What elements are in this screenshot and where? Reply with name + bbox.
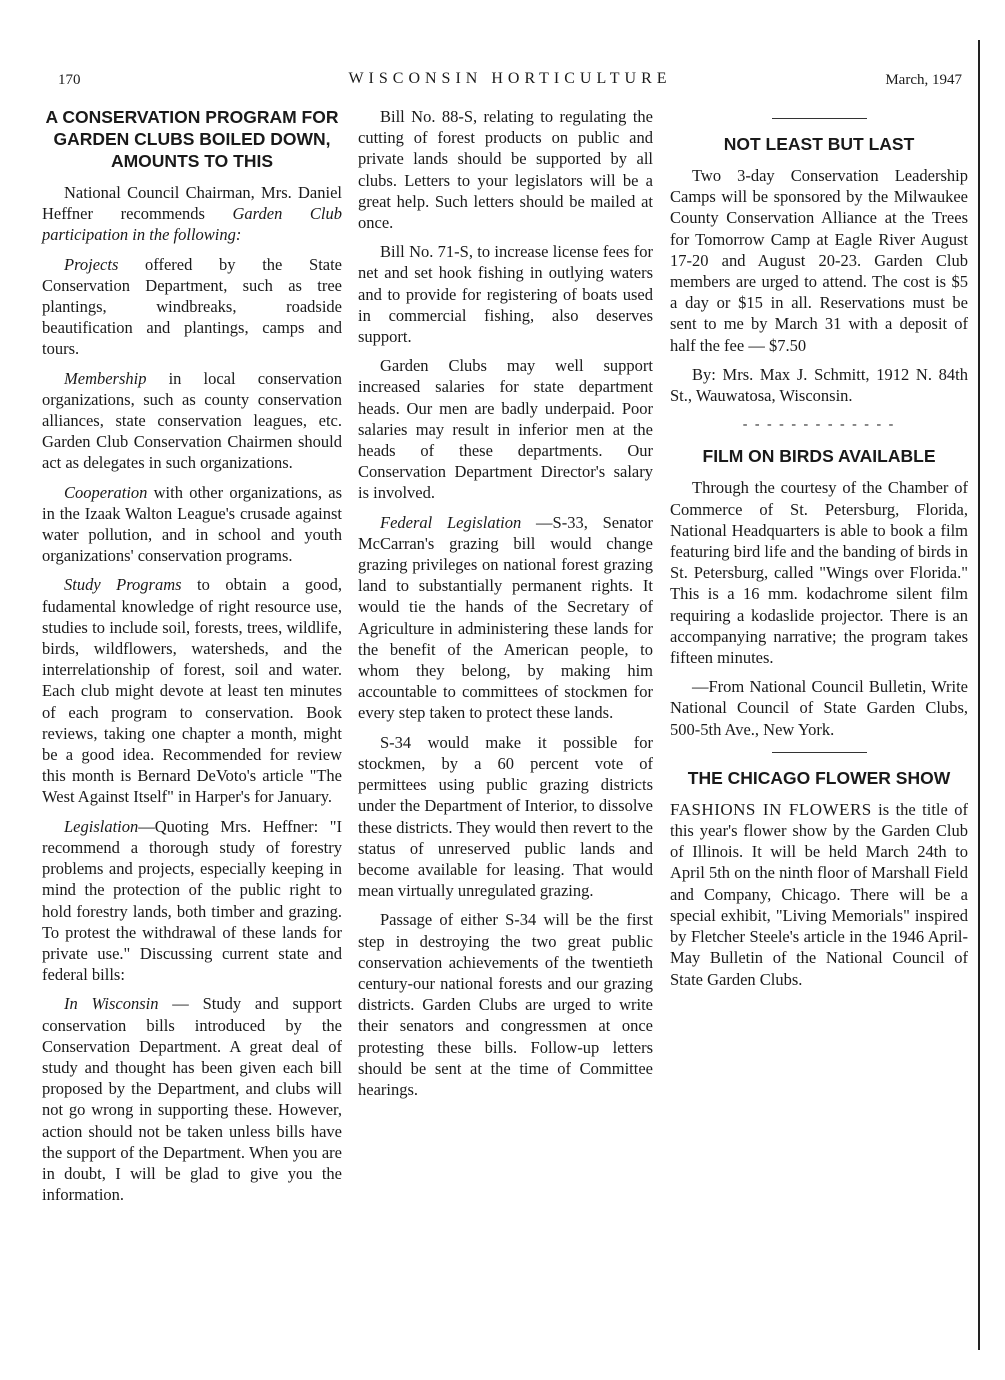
legislation-paragraph: Legislation—Quoting Mrs. Heffner: "I recommend a thorough study of forestry problems and projects, especially keeping in mind the protection of the public right to hold forestry lands, both timber and grazing. To protest the withdrawal of these lands for private use." Discussing current state and federal bills: (42, 816, 342, 985)
chicago-flower-show-headline: THE CHICAGO FLOWER SHOW (687, 767, 951, 788)
section-divider (772, 118, 867, 119)
page-number: 170 (58, 72, 81, 88)
column-3 (670, 106, 968, 998)
federal-legislation-paragraph: Federal Legislation —S-33, Senator McCarran's grazing bill would change grazing privileges on national forest grazing land to substantially permanent rights. It would tie the hands of the Secretary of Agriculture in administering these lands for the benefit of the American people, to whom they belong, by making him accountable to committees of stockmen for every step taken to protect these lands. (358, 512, 653, 723)
membership-paragraph: Membership in local conservation organizations, such as county conservation alliances, state conservation leagues, etc. Garden Club Conservation Chairmen should act as delegates in such organizations. (42, 368, 342, 473)
running-header (58, 70, 962, 96)
s34-paragraph: S-34 would make it possible for stockmen, by a 60 percent vote of permittees using public grazing districts under the Department of Interior, to dissolve these districts. They would then revert to the status of unreserved public lands and become available for leasing. That would mean virtually unregulated grazing. (358, 732, 653, 901)
bill-71s-paragraph: Bill No. 71-S, to increase license fees for net and set hook fishing in outlying waters and to provide for registering of boats used in commercial fishing, also deserves support. (358, 242, 653, 347)
byline: By: Mrs. Max J. Schmitt, 1912 N. 84th St., Wauwatosa, Wisconsin. (670, 364, 968, 406)
column-1 (42, 106, 342, 1213)
film-on-birds-headline: FILM ON BIRDS AVAILABLE (702, 446, 936, 467)
projects-paragraph: Projects offered by the State Conservation Department, such as tree plantings, windbreaks, roadside beautification and plantings, camps and tours. (42, 254, 343, 359)
column-2 (358, 106, 653, 1108)
dashed-separator: - - - - - - - - - - - - - (742, 417, 896, 433)
publication-title: WISCONSIN HORTICULTURE (348, 70, 672, 87)
passage-paragraph: Passage of either S-34 will be the first step in destroying the two great public conservation achievements of the twentieth century-our national forests and our grazing districts. Garden Clubs are urged to write their senators and congressmen at once protesting these bills. Follow-up letters should be sent at the time of Committee hearings. (358, 910, 653, 1099)
bill-88s-paragraph: Bill No. 88-S, relating to regulating the cutting of forest products on public and private lands should be supported by all clubs. Letters to your legislators will be a great help. Such letters should be mailed at once. (358, 107, 653, 233)
salaries-paragraph: Garden Clubs may well support increased salaries for state department heads. Our men are badly underpaid. Poor salaries may result in inferior men at the heads of these departments. Our Conservation Department Director's salary is involved. (358, 356, 653, 503)
flower-show-paragraph: FASHIONS IN FLOWERS is the title of this year's flower show by the Garden Club of Illinois. It will be held March 24th to April 5th on the ninth floor of Marshall Field and Company, Chicago. There will be a special exhibit, "Living Memorials" inspired by Fletcher Steele's article in the 1946 April-May Bulletin of the National Council of State Garden Clubs. (670, 799, 968, 989)
section-divider (772, 752, 867, 753)
wisconsin-paragraph: In Wisconsin — Study and support conservation bills introduced by the Conservation Department. A great deal of study and thought has been given each bill proposed by the Department, and clubs will not go wrong in supporting these. However, action should not be taken unless bills have the support of the Department. When you are in doubt, I will be glad to give you the information. (42, 994, 342, 1205)
study-programs-paragraph: Study Programs to obtain a good, fudamental knowledge of right resource use, studies to include soil, forests, trees, wildlife, birds, wildflowers, watersheds, and the interrelationship of forest, soil and water. Each club might devote at least ten minutes of each program to conservation. Book reviews, taking one chapter a month, might be a good idea. Recommended for review this month is Bernard DeVoto's article "The West Against Itself" in Harper's for January. (42, 575, 342, 807)
film-source: —From National Council Bulletin, Write National Council of State Garden Clubs, 500-5th Ave., New York. (670, 677, 968, 739)
conservation-program-headline: A CONSERVATION PROGRAM FOR GARDEN CLUBS BOILED DOWN, AMOUNTS TO THIS (45, 107, 339, 171)
not-least-headline: NOT LEAST BUT LAST (723, 134, 915, 154)
intro-paragraph: National Council Chairman, Mrs. Daniel Heffner recommends Garden Club participation in the following: (42, 183, 343, 245)
page-edge-rule (978, 40, 980, 1350)
cooperation-paragraph: Cooperation with other organizations, as in the Izaak Walton League's crusade against water pollution, and in school and youth organizations' conservation programs. (42, 482, 342, 566)
issue-date: March, 1947 (885, 72, 962, 88)
leadership-camps-paragraph: Two 3-day Conservation Leadership Camps will be sponsored by the Milwaukee County Conservation Alliance at the Trees for Tomorrow Camp at Eagle River August 17-20 and August 20-23. Garden Club members are urged to attend. The cost is $5 a day or $15 in all. Reservations must be sent to me by March 31 with a deposit of half the fee — $7.50 (670, 166, 968, 355)
film-paragraph: Through the courtesy of the Chamber of Commerce of St. Petersburg, Florida, National Headquarters is able to book a film featuring bird life and the banding of birds in St. Petersburg, called "Wings over Florida." This is a 16 mm. kodachrome silent film requiring a kodaslide projector. There is an accompanying narrative; the program takes fifteen minutes. (670, 478, 968, 668)
